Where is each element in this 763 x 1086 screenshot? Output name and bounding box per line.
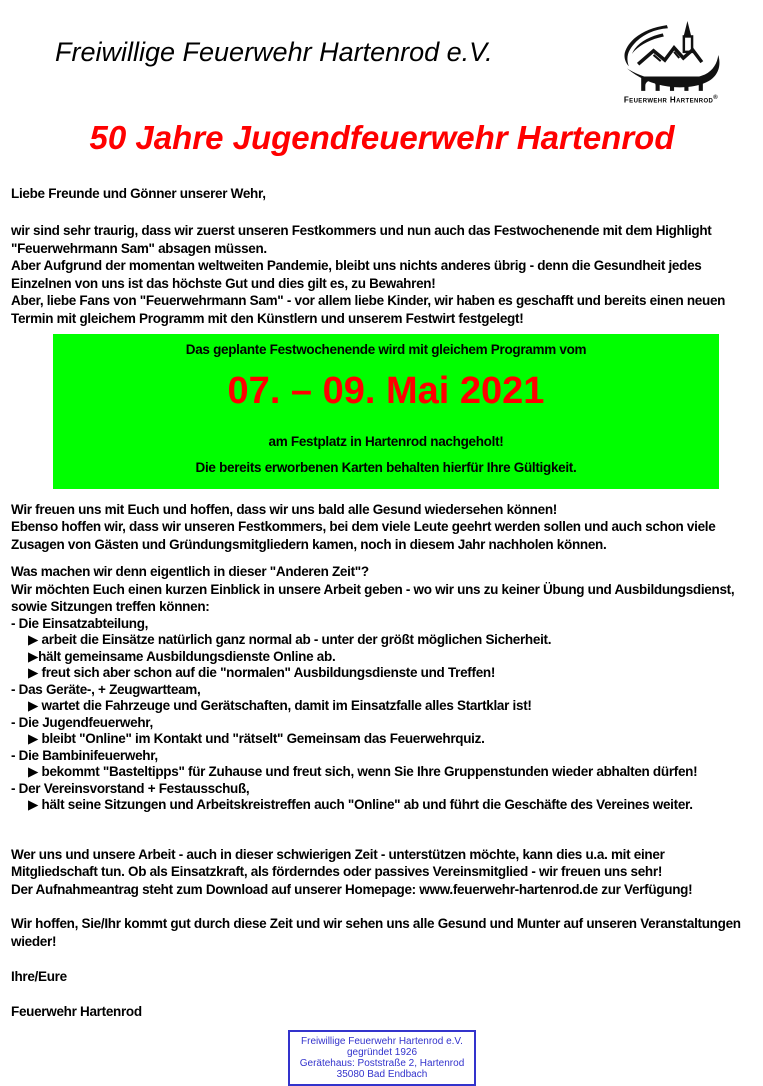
- closing-wish: Wir hoffen, Sie/Ihr kommt gut durch diese Zeit und wir sehen uns alle Gesund und Munter auf unseren Veranstaltungen wieder!: [11, 916, 741, 949]
- footer-line: 35080 Bad Endbach: [336, 1069, 428, 1081]
- salutation: Liebe Freunde und Gönner unserer Wehr,: [11, 185, 266, 201]
- list-sub-item: ▶ wartet die Fahrzeuge und Gerätschaften, damit im Einsatzfalle alles Startklar ist!: [28, 698, 532, 714]
- page-title: 50 Jahre Jugendfeuerwehr Hartenrod: [89, 118, 675, 156]
- paragraph-line: Ebenso hoffen wir, dass wir unseren Festkommers, bei dem viele Leute geehrt werden sollen und auch schon viele Zusagen von Gästen und Gründungsmitgliedern kamen, noch in diesem Jahr nachholen können.: [11, 519, 716, 552]
- paragraph-line: wir sind sehr traurig, dass wir zuerst unseren Festkommers und nun auch das Festwochenende mit dem Highlight "Feuerwehrmann Sam" absagen müssen.: [11, 223, 712, 256]
- footer-line: gegründet 1926: [346, 1047, 418, 1059]
- list-group-label: - Die Einsatzabteilung,: [11, 615, 149, 631]
- support-paragraph: [11, 846, 753, 899]
- list-sub-item: ▶ hält seine Sitzungen und Arbeitskreistreffen auch "Online" ab und führt die Geschäfte des Vereines weiter.: [28, 797, 693, 813]
- footer-line: Freiwillige Feuerwehr Hartenrod e.V.: [301, 1036, 463, 1048]
- logo-caption: [615, 94, 727, 105]
- registered-trademark-mark: ®: [713, 95, 719, 101]
- event-location: am Festplatz in Hartenrod nachgeholt!: [268, 433, 504, 449]
- list-group-label: - Der Vereinsvorstand + Festausschuß,: [11, 780, 250, 796]
- list-sub-item: ▶ arbeit die Einsätze natürlich ganz normal ab - unter der größt möglichen Sicherheit.: [28, 632, 552, 648]
- paragraph-line: Aber, liebe Fans von "Feuerwehrmann Sam" - vor allem liebe Kinder, wir haben es geschafft und bereits einen neuen Termin mit gleichem Programm mit den Künstlern und unserem Festwirt festgelegt!: [11, 293, 726, 326]
- list-group-label: - Die Jugendfeuerwehr,: [11, 714, 153, 730]
- event-date: 07. – 09. Mai 2021: [227, 369, 545, 412]
- fire-department-logo: [615, 20, 727, 105]
- list-sub-item: ▶ freut sich aber schon auf die "normalen" Ausbildungsdienste und Treffen!: [28, 665, 496, 681]
- list-group-label: - Das Geräte-, + Zeugwartteam,: [11, 681, 201, 697]
- announcement-intro: Das geplante Festwochenende wird mit gleichem Programm vom: [185, 342, 587, 358]
- hope-paragraph: [11, 501, 753, 554]
- footer: [11, 1030, 753, 1086]
- activities-list: [11, 616, 753, 814]
- signature: Feuerwehr Hartenrod: [11, 1003, 142, 1019]
- announcement-box: [53, 334, 719, 489]
- activities-intro: [11, 563, 753, 616]
- activities-lead: Wir möchten Euch einen kurzen Einblick in unsere Arbeit geben - wo wir uns zu keiner Übung und Ausbildungsdienst, sowie Sitzungen treffen können:: [11, 581, 735, 615]
- signoff: Ihre/Eure: [11, 969, 67, 985]
- village-bridge-logo-icon: [619, 20, 723, 94]
- list-sub-item: ▶ bekommt "Basteltipps" für Zuhause und freut sich, wenn Sie Ihre Gruppenstunden wieder abhalten dürfen!: [28, 764, 698, 780]
- list-sub-item: ▶hält gemeinsame Ausbildungsdienste Online ab.: [28, 648, 336, 664]
- paragraph-line: Wer uns und unsere Arbeit - auch in dieser schwierigen Zeit - unterstützen möchte, kann dies u.a. mit einer Mitgliedschaft tun. Ob als Einsatzkraft, als förderndes oder passives Vereinsmitglied - wir freuen uns sehr!: [11, 846, 665, 880]
- homepage-line: Der Aufnahmeantrag steht zum Download auf unserer Homepage: www.feuerwehr-hartenrod.de zur Verfügung!: [11, 881, 693, 897]
- tickets-validity-note: Die bereits erworbenen Karten behalten hierfür Ihre Gültigkeit.: [195, 460, 577, 476]
- list-group-label: - Die Bambinifeuerwehr,: [11, 747, 158, 763]
- paragraph-line: Aber Aufgrund der momentan weltweiten Pandemie, bleibt uns nichts anderes übrig - denn die Gesundheit jedes Einzelnen von uns ist das höchste Gut und dies gilt es, zu Bewahren!: [11, 258, 702, 291]
- org-name: Freiwillige Feuerwehr Hartenrod e.V.: [55, 37, 493, 67]
- letterhead: [11, 0, 753, 105]
- activities-question: Was machen wir denn eigentlich in dieser "Anderen Zeit"?: [11, 564, 369, 580]
- paragraph-line: Wir freuen uns mit Euch und hoffen, dass wir uns bald alle Gesund wiedersehen können!: [11, 501, 557, 517]
- footer-address-box: [288, 1030, 477, 1086]
- intro-paragraph: [11, 222, 753, 327]
- logo-caption-text: Feuerwehr Hartenrod: [623, 95, 714, 105]
- footer-line: Gerätehaus: Poststraße 2, Hartenrod: [299, 1058, 465, 1070]
- list-sub-item: ▶ bleibt "Online" im Kontakt und "rätselt" Gemeinsam das Feuerwehrquiz.: [28, 731, 485, 747]
